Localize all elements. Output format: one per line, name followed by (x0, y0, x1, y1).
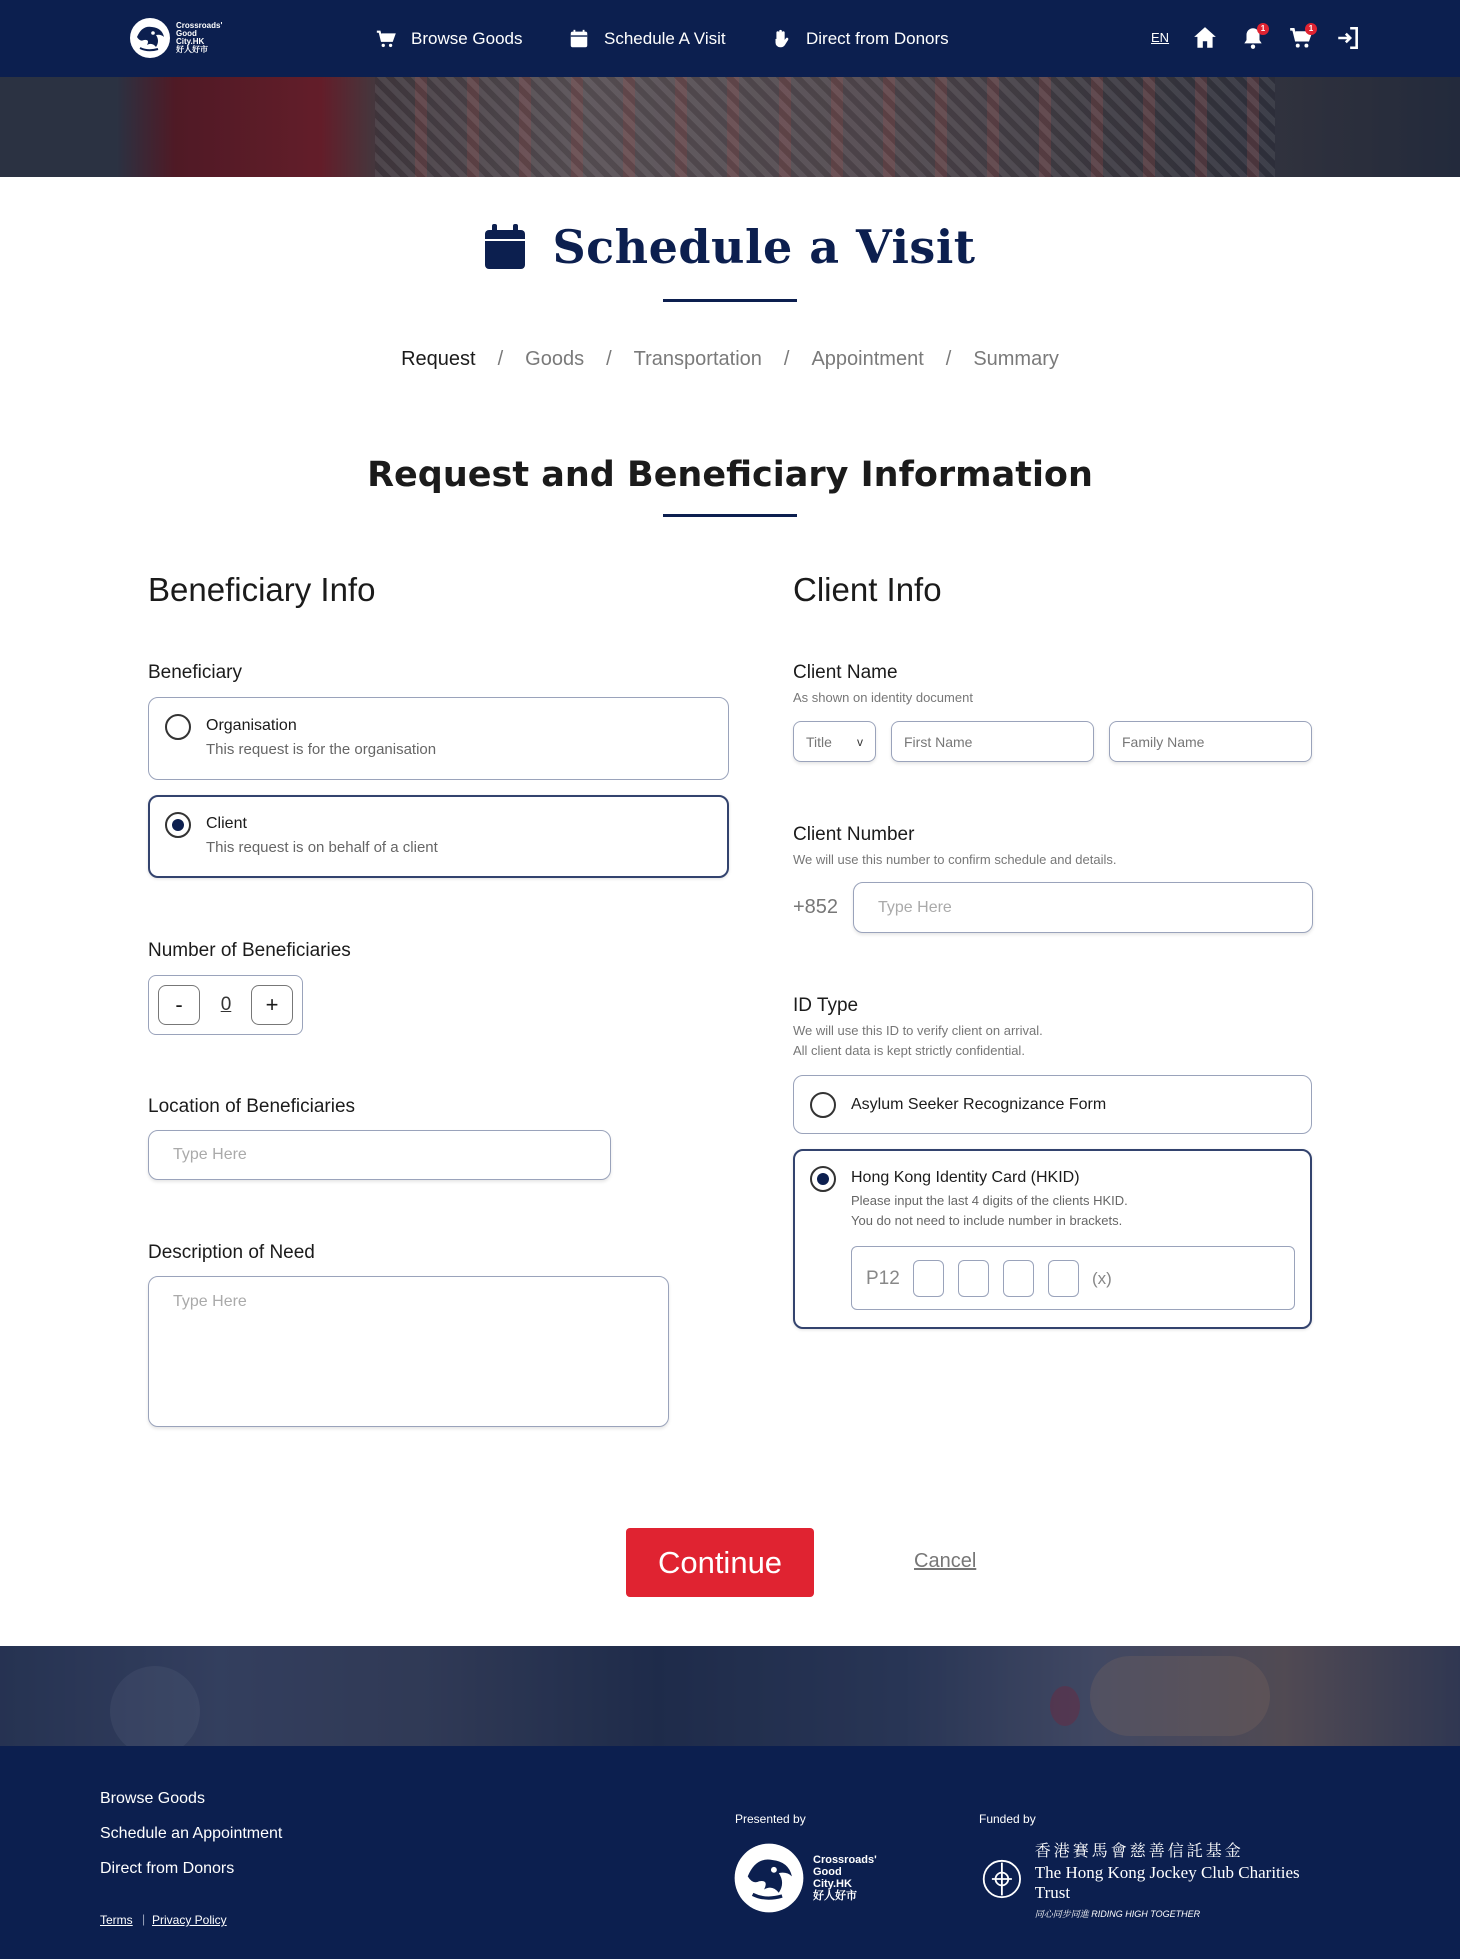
id-option-asylum-form[interactable] (793, 1075, 1312, 1134)
logo-line-2: Good (176, 29, 197, 38)
cart-badge: 1 (1305, 23, 1317, 35)
hkid-input-group (851, 1246, 1295, 1310)
description-label: Description of Need (148, 1242, 315, 1263)
footer-banner-image (0, 1646, 1460, 1746)
presenter-logo-line-1: Crossroads' (813, 1854, 877, 1866)
step-summary[interactable]: Summary (973, 348, 1059, 370)
step-request[interactable]: Request (401, 348, 476, 370)
logout-button[interactable] (1335, 25, 1363, 53)
client-info-heading: Client Info (793, 571, 942, 608)
radio-button-selected[interactable] (165, 812, 191, 838)
hkid-digit-input[interactable] (1003, 1260, 1034, 1297)
location-input[interactable]: Type Here (148, 1130, 611, 1180)
step-appointment[interactable]: Appointment (811, 348, 924, 370)
hand-icon (770, 28, 792, 50)
radio-button[interactable] (810, 1092, 836, 1118)
nav-browse-goods-label: Browse Goods (411, 29, 523, 48)
hero-overlay (0, 77, 1460, 177)
radio-button-selected[interactable] (810, 1166, 836, 1192)
page-title-row (0, 220, 1460, 274)
footer-link-schedule-appointment[interactable]: Schedule an Appointment (100, 1825, 283, 1842)
cancel-link[interactable]: Cancel (914, 1550, 977, 1572)
home-button[interactable] (1192, 25, 1220, 53)
continue-button[interactable]: Continue (626, 1528, 814, 1597)
location-label: Location of Beneficiaries (148, 1096, 356, 1117)
section-title: Request and Beneficiary Information (367, 455, 1093, 495)
step-separator: / (606, 348, 612, 370)
client-name-label: Client Name (793, 662, 898, 683)
beneficiary-option-organisation[interactable] (148, 697, 729, 780)
presenter-logo-line-4: 好人好市 (813, 1890, 857, 1902)
nav-direct-donors[interactable] (770, 26, 949, 52)
jockey-club-seal-icon (981, 1851, 1023, 1907)
beneficiary-count-label: Number of Beneficiaries (148, 940, 351, 961)
client-number-label: Client Number (793, 824, 915, 845)
beneficiary-info-heading: Beneficiary Info (148, 571, 376, 608)
site-logo[interactable] (128, 12, 223, 64)
beneficiary-label: Beneficiary (148, 662, 242, 683)
step-separator: / (783, 348, 790, 370)
notifications-button[interactable] (1240, 25, 1268, 53)
family-name-input[interactable]: Family Name (1109, 721, 1312, 762)
nav-schedule-visit-label: Schedule A Visit (604, 29, 726, 48)
hkid-instruction-1: Please input the last 4 digits of the clients HKID. (851, 1193, 1128, 1208)
page-title: Schedule a Visit (552, 220, 976, 274)
footer-link-browse-goods[interactable]: Browse Goods (100, 1790, 205, 1807)
client-number-help: We will use this number to confirm schedule and details. (793, 852, 1117, 867)
first-name-input[interactable]: First Name (891, 721, 1094, 762)
nav-schedule-visit[interactable] (568, 26, 726, 52)
funder-name-english: The Hong Kong Jockey Club Charities Trust (1034, 1863, 1300, 1902)
footer-link-direct-donors[interactable]: Direct from Donors (100, 1860, 235, 1877)
funded-by-label: Funded by (979, 1812, 1036, 1826)
option-title: Organisation (206, 717, 297, 734)
step-separator: / (945, 348, 952, 370)
hkid-instruction-2: You do not need to include number in brackets. (851, 1213, 1123, 1228)
hkid-prefix: P12 (866, 1268, 900, 1289)
section-title-underline (663, 514, 797, 517)
title-select-value: Title (806, 733, 832, 750)
cart-button[interactable] (1288, 25, 1316, 53)
step-separator: / (497, 348, 504, 370)
beneficiary-count-value[interactable]: 0 (220, 994, 232, 1015)
calendar-icon (484, 224, 526, 270)
client-name-help: As shown on identity document (793, 690, 973, 705)
radio-button[interactable] (165, 714, 191, 740)
decrement-button[interactable]: - (158, 985, 200, 1025)
hkid-digit-input[interactable] (913, 1260, 944, 1297)
funder-tagline: 同心同步同進 RIDING HIGH TOGETHER (1034, 1909, 1201, 1919)
hkid-digit-input[interactable] (958, 1260, 989, 1297)
hkid-digit-input[interactable] (1048, 1260, 1079, 1297)
step-goods[interactable]: Goods (525, 348, 585, 370)
logo-line-1: Crossroads' (176, 21, 223, 30)
option-description: This request is for the organisation (206, 741, 437, 758)
jockey-club-logo[interactable] (981, 1841, 1311, 1919)
step-transportation[interactable]: Transportation (633, 348, 762, 370)
logo-line-4: 好人好市 (176, 45, 208, 54)
presenter-logo-line-3: City.HK (813, 1878, 852, 1890)
crossroads-logo[interactable] (733, 1839, 883, 1917)
id-type-help-1: We will use this ID to verify client on arrival. (793, 1023, 1043, 1038)
hkid-check-digit: (x) (1092, 1269, 1112, 1288)
banner-overlay (0, 1646, 1460, 1746)
home-icon (1192, 25, 1218, 51)
sign-out-icon (1335, 25, 1361, 51)
presented-by-label: Presented by (735, 1812, 806, 1826)
title-underline (663, 299, 797, 302)
privacy-policy-link[interactable]: Privacy Policy (152, 1913, 227, 1927)
dragon-logo-icon (128, 15, 172, 61)
id-type-label: ID Type (793, 995, 859, 1016)
hero-banner-image (0, 77, 1460, 177)
calendar-icon (568, 28, 590, 50)
footer-link-separator: | (142, 1912, 146, 1926)
nav-browse-goods[interactable] (375, 26, 523, 52)
beneficiary-option-client[interactable] (148, 795, 729, 878)
chevron-down-icon: v (857, 734, 863, 749)
cart-icon (375, 28, 397, 50)
description-textarea[interactable]: Type Here (148, 1276, 669, 1427)
progress-steps (0, 348, 1460, 371)
option-title: Asylum Seeker Recognizance Form (851, 1096, 1107, 1113)
notifications-badge: 1 (1257, 23, 1269, 35)
client-number-input[interactable]: Type Here (853, 882, 1313, 933)
option-description: This request is on behalf of a client (206, 839, 438, 856)
phone-prefix: +852 (793, 896, 839, 918)
footer (0, 1746, 1460, 1959)
logo-line-3: City.HK (176, 37, 205, 46)
beneficiary-count-stepper (148, 975, 303, 1035)
funder-name-chinese: 香港賽馬會慈善信託基金 (1034, 1841, 1244, 1860)
id-type-help-2: All client data is kept strictly confidential. (793, 1043, 1025, 1058)
dragon-logo-icon (733, 1840, 805, 1916)
presenter-logo-line-2: Good (813, 1866, 842, 1878)
top-navigation-bar (0, 0, 1460, 77)
terms-link[interactable]: Terms (100, 1913, 133, 1927)
option-title: Client (206, 815, 247, 832)
language-switch[interactable]: EN (1151, 30, 1170, 45)
nav-direct-donors-label: Direct from Donors (806, 29, 949, 48)
increment-button[interactable]: + (251, 985, 293, 1025)
title-select[interactable] (793, 721, 876, 762)
option-title: Hong Kong Identity Card (HKID) (851, 1169, 1080, 1186)
